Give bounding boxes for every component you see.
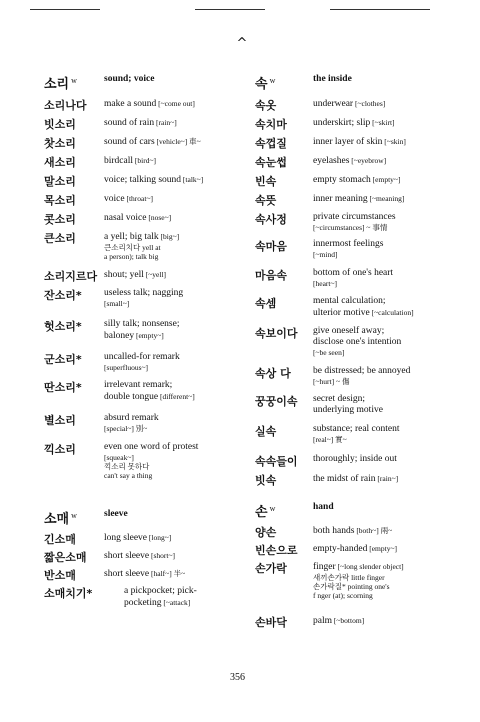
gloss-text: thoroughly; inside out: [313, 454, 397, 464]
gloss-note: [~calculation]: [369, 308, 414, 317]
gloss-text: eyelashes: [313, 156, 350, 166]
gloss-note: [~long slender object]: [335, 562, 404, 571]
gloss-note: [~skirt]: [370, 118, 395, 127]
english-gloss: [313, 326, 455, 357]
gloss-text: the inside: [313, 74, 352, 84]
korean-headword: 속 $^w$: [255, 75, 276, 92]
english-gloss: [313, 366, 455, 386]
korean-headword: 속사정: [255, 213, 287, 226]
sub-entry-line: can't say a thing: [104, 471, 153, 480]
gloss-text: palm: [313, 616, 332, 626]
english-gloss: [104, 193, 244, 205]
headword-mark: w: [269, 75, 276, 85]
gloss-note: [~meaning]: [367, 194, 405, 203]
korean-headword: 큰소리: [44, 232, 76, 245]
gloss-text: secret design;: [313, 394, 365, 404]
gloss-text-line2: underlying motive: [313, 405, 383, 415]
gloss-text: hand: [313, 502, 334, 512]
gloss-text-line2: baloney: [104, 331, 135, 341]
english-gloss: [313, 473, 455, 485]
korean-headword: 끽소리: [44, 443, 76, 456]
korean-headword: 속상 다: [255, 367, 291, 380]
english-gloss: [313, 136, 455, 148]
gloss-text: underwear: [313, 99, 354, 109]
korean-headword: 빗속: [255, 474, 277, 487]
headword-mark: w: [269, 503, 276, 513]
gloss-text: voice; talking sound: [104, 175, 182, 185]
gloss-note: [~attack]: [161, 598, 191, 607]
gloss-text: empty-handed: [313, 544, 368, 554]
english-gloss: [104, 413, 244, 433]
gloss-text: sound of rain: [104, 118, 155, 128]
english-gloss: [313, 117, 455, 129]
gloss-text: private circumstances: [313, 212, 396, 222]
korean-headword: 짧은소매: [44, 551, 87, 564]
sub-entry-line: 끽소리 못하다: [104, 462, 150, 471]
english-gloss: [104, 380, 244, 403]
korean-headword: 소리 $^w$: [44, 75, 77, 92]
gloss-note: [rain~]: [375, 474, 399, 483]
korean-headword: 콧소리: [44, 213, 76, 226]
english-gloss: [313, 174, 455, 186]
gloss-text: inner layer of skin: [313, 137, 383, 147]
gloss-text: long sleeve: [104, 533, 148, 543]
gloss-note: [both~] 兩~: [354, 526, 393, 535]
korean-headword: 반소매: [44, 569, 76, 582]
gloss-text: irrelevant remark;: [104, 380, 173, 390]
headword-mark: w: [71, 75, 77, 85]
english-gloss: [104, 74, 244, 85]
korean-headword: 찻소리: [44, 137, 76, 150]
korean-headword: 양손: [255, 526, 277, 539]
sub-entry-line: 새끼손가락 little finger: [313, 573, 385, 582]
gloss-note: [talk~]: [181, 175, 204, 184]
gloss-note: [heart~]: [313, 279, 338, 288]
gloss-text: birdcall: [104, 156, 134, 166]
korean-headword: 속셈: [255, 297, 277, 310]
gloss-text: silly talk; nonsense;: [104, 319, 180, 329]
korean-headword: 소리지르다: [44, 270, 98, 283]
english-gloss: [313, 74, 455, 85]
english-gloss: [104, 117, 244, 129]
gloss-note: [different~]: [158, 392, 195, 401]
gloss-text: underskirt; slip: [313, 118, 371, 128]
gloss-note: [empty~]: [134, 331, 164, 340]
top-rule-middle: [195, 9, 265, 10]
gloss-text: voice: [104, 194, 125, 204]
korean-headword: 헛소리*: [44, 320, 82, 333]
korean-headword: 손바닥: [255, 616, 287, 629]
korean-headword: 속보이다: [255, 327, 298, 340]
korean-headword: 빈속: [255, 175, 277, 188]
gloss-text: both hands: [313, 526, 355, 536]
english-gloss: [104, 442, 244, 480]
gloss-text: uncalled-for remark: [104, 352, 180, 362]
english-gloss: [313, 454, 455, 465]
english-gloss: [104, 98, 244, 110]
english-gloss: [313, 525, 455, 537]
gloss-text: make a sound: [104, 99, 157, 109]
gloss-note: [empty~]: [370, 175, 401, 184]
gloss-note: [long~]: [147, 533, 172, 542]
english-gloss: [104, 174, 244, 186]
caret-mark: ^: [236, 36, 248, 51]
gloss-text: be distressed; be annoyed: [313, 366, 411, 376]
gloss-note: [short~]: [149, 551, 176, 560]
sub-entry-line: a person); talk big: [104, 252, 159, 261]
gloss-text-line2: pocketing: [124, 598, 162, 608]
gloss-text: a pickpocket; pick-: [124, 586, 197, 596]
gloss-text: absurd remark: [104, 413, 159, 423]
english-gloss: [104, 212, 244, 224]
gloss-note: [~be seen]: [313, 348, 345, 357]
korean-headword: 속치마: [255, 118, 287, 131]
korean-headword: 긴소매: [44, 533, 76, 546]
english-gloss: [313, 296, 455, 319]
sub-entry-line: f nger (at); scorning: [313, 591, 373, 600]
korean-headword: 마음속: [255, 269, 287, 282]
english-gloss: [104, 319, 244, 342]
english-gloss: [104, 532, 244, 544]
korean-headword: 별소리: [44, 414, 76, 427]
gloss-note: [rain~]: [154, 118, 177, 127]
english-gloss: [104, 550, 244, 562]
english-gloss: [313, 615, 455, 627]
gloss-note: [small~]: [104, 299, 130, 308]
english-gloss: [313, 561, 455, 600]
gloss-text: short sleeve: [104, 569, 150, 579]
korean-headword: 속마음: [255, 240, 287, 253]
gloss-note: [~mind]: [313, 250, 338, 259]
korean-headword: 잔소리*: [44, 289, 82, 302]
gloss-text: a yell; big talk: [104, 232, 159, 242]
english-gloss: [313, 268, 455, 288]
gloss-text: inner meaning: [313, 194, 368, 204]
sub-entry-line: [squeak~]: [104, 453, 134, 462]
gloss-note: [vehicle~] 車~: [154, 137, 201, 146]
korean-headword: 빗소리: [44, 118, 76, 131]
korean-headword: 소매치기*: [44, 587, 93, 600]
gloss-text: sound; voice: [104, 74, 155, 84]
english-gloss: [104, 155, 244, 167]
gloss-text: nasal voice: [104, 213, 147, 223]
english-gloss: [313, 239, 455, 259]
gloss-text: short sleeve: [104, 551, 150, 561]
gloss-note: [~circumstances] ~ 事情: [313, 223, 388, 232]
gloss-note: [throat~]: [124, 194, 153, 203]
english-gloss: [104, 288, 244, 308]
english-gloss: [104, 568, 244, 580]
gloss-text: the midst of rain: [313, 474, 376, 484]
gloss-text: sleeve: [104, 509, 128, 519]
gloss-text: useless talk; nagging: [104, 288, 184, 298]
gloss-text: give oneself away;: [313, 326, 385, 336]
korean-headword: 소매 $^w$: [44, 510, 77, 527]
gloss-note: [~clothes]: [353, 99, 386, 108]
english-gloss: [313, 193, 455, 205]
page-number: 356: [230, 672, 245, 683]
gloss-text: substance; real content: [313, 424, 400, 434]
english-gloss: [124, 586, 244, 609]
gloss-text-line2: disclose one's intention: [313, 337, 402, 347]
gloss-note: [bird~]: [133, 156, 157, 165]
gloss-text: innermost feelings: [313, 239, 384, 249]
gloss-text-line2: ulterior motive: [313, 308, 370, 318]
korean-headword: 새소리: [44, 156, 76, 169]
korean-headword: 빈손으로: [255, 544, 298, 557]
english-gloss: [313, 394, 455, 416]
english-gloss: [104, 509, 244, 520]
gloss-note: [half~] 半~: [149, 569, 186, 578]
english-gloss: [313, 424, 455, 444]
gloss-text: finger: [313, 562, 336, 572]
gloss-note: [real~] 實~: [313, 435, 347, 444]
gloss-text: shout; yell: [104, 270, 144, 280]
korean-headword: 말소리: [44, 175, 76, 188]
english-gloss: [313, 543, 455, 555]
gloss-text-line2: double tongue: [104, 392, 159, 402]
gloss-note: [~eyebrow]: [349, 156, 387, 165]
korean-headword: 속옷: [255, 99, 277, 112]
gloss-note: [superfluous~]: [104, 363, 149, 372]
gloss-text: even one word of protest: [104, 442, 199, 452]
gloss-text: mental calculation;: [313, 296, 386, 306]
gloss-note: [~bottom]: [332, 616, 365, 625]
korean-headword: 군소리*: [44, 353, 82, 366]
korean-headword: 손 $^w$: [255, 503, 276, 520]
gloss-note: [~skin]: [382, 137, 406, 146]
gloss-note: [~come out]: [156, 99, 195, 108]
korean-headword: 소리나다: [44, 99, 87, 112]
korean-headword: 속뜻: [255, 194, 277, 207]
korean-headword: 속껍질: [255, 137, 287, 150]
english-gloss: [313, 155, 455, 167]
gloss-note: [big~]: [158, 232, 180, 241]
gloss-text: sound of cars: [104, 137, 155, 147]
english-gloss: [104, 136, 244, 148]
sub-entry-line: 손가락질* pointing one's: [313, 582, 390, 591]
gloss-note: [empty~]: [367, 544, 398, 553]
sub-entry-line: 큰소리치다 yell at: [104, 243, 161, 252]
top-rule-right: [330, 9, 430, 10]
headword-mark: w: [71, 510, 77, 520]
korean-headword: 속속들이: [255, 455, 298, 468]
korean-headword: 목소리: [44, 194, 76, 207]
korean-headword: 실속: [255, 425, 277, 438]
gloss-text: bottom of one's heart: [313, 268, 394, 278]
english-gloss: [104, 231, 244, 261]
korean-headword: 손가락: [255, 562, 287, 575]
english-gloss: [313, 212, 455, 232]
english-gloss: [104, 269, 244, 281]
korean-headword: 속눈썹: [255, 156, 287, 169]
gloss-note: [special~] 別~: [104, 424, 148, 433]
gloss-text: empty stomach: [313, 175, 371, 185]
english-gloss: [313, 98, 455, 110]
korean-headword: 딴소리*: [44, 381, 82, 394]
english-gloss: [104, 352, 244, 372]
top-rule-left: [30, 9, 100, 10]
english-gloss: [313, 502, 455, 513]
korean-headword: 꿍꿍이속: [255, 395, 298, 408]
gloss-note: [~yell]: [143, 270, 167, 279]
gloss-note: [~hurt] ~ 傷: [313, 377, 350, 386]
gloss-note: [nose~]: [146, 213, 172, 222]
